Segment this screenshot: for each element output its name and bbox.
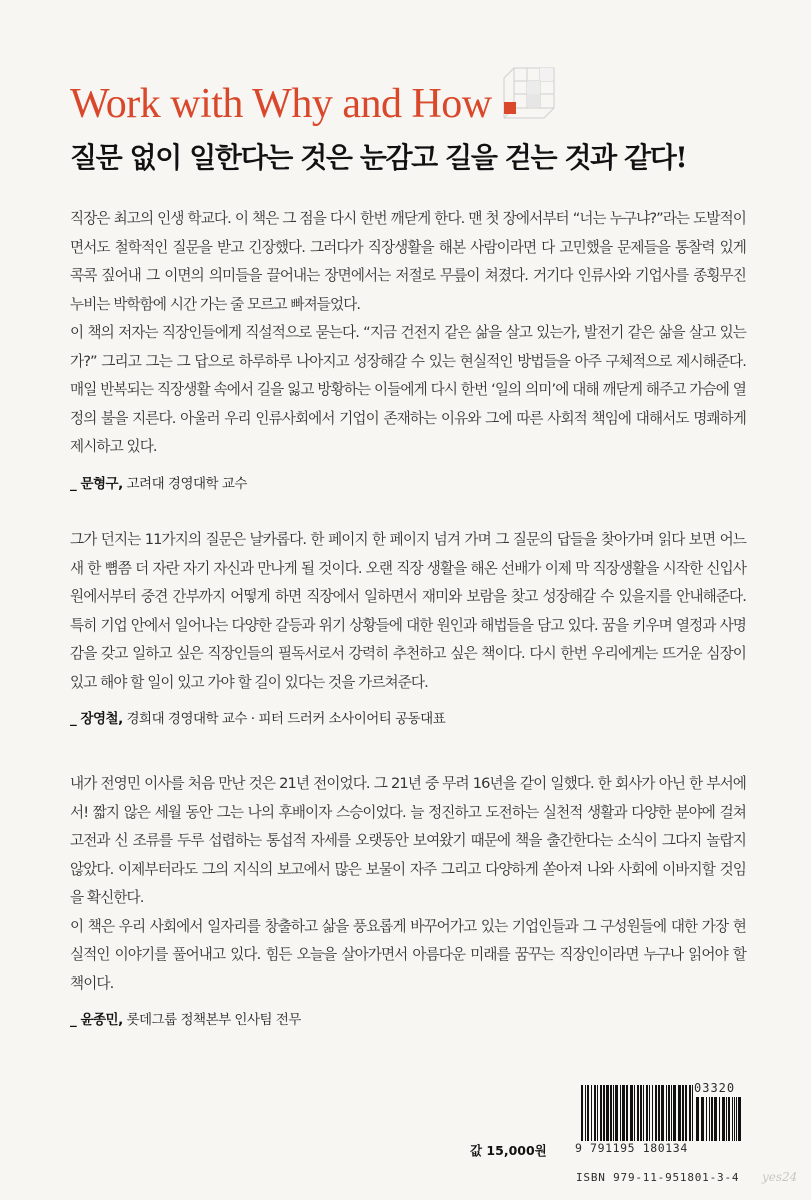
barcode-bar [606,1085,609,1141]
review-2-paragraph-1: 그가 던지는 11가지의 질문은 날카롭다. 한 페이지 한 페이지 넘겨 가며 그 질문의 답들을 찾아가며 읽다 보면 어느새 한 뼘쯤 더 자란 자기 자신과 만나게 될 것이다. 오랜 직장 생활을 해온 선배가 이제 막 직장생활을 시작한 신입사원에서부터 중견 간부까지 어떻게 하면 직장에서 일하면서 재미와 보람을 찾고 성장해갈 수 있을지를 안내해준다. 특히 기업 안에서 일어나는 다양한 갈등과 위기 상황들에 대한 원인과 해법들을 담고 있다. 꿈을 키우며 열정과 사명감을 갖고 일하고 싶은 직장인들의 필독서로서 강력히 추천하고 싶은 책이다. 다시 한번 우리에게는 뜨거운 심장이 있고 해야 할 일이 있고 가야 할 길이 있다는 것을 가르쳐준다. [70,531,746,691]
barcode-bar [626,1085,628,1141]
barcode-bar [603,1085,605,1141]
barcode-bar [622,1085,625,1141]
barcode-bar [678,1085,681,1141]
review-2-attribution [70,707,746,727]
barcode-bar [726,1097,727,1141]
reviewer-name: _ 장영철, [70,711,123,727]
reviewer-role: 고려대 경영대학 교수 [122,475,247,492]
barcode-bar [634,1085,635,1141]
barcode-bar [652,1085,653,1141]
barcode-bar [714,1097,717,1141]
barcode-bar [738,1097,741,1141]
english-title: Work with Why and How [70,81,492,127]
barcode-bar [719,1097,720,1141]
barcode-bar [728,1097,730,1141]
barcode-bar [701,1097,704,1141]
barcode-bar [581,1085,583,1141]
barcode-bar [646,1085,648,1141]
review-1-paragraph-1: 직장은 최고의 인생 학교다. 이 책은 그 점을 다시 한번 깨닫게 한다. 맨 첫 장에서부터 “너는 누구냐?”라는 도발적이면서도 철학적인 질문을 받고 긴장했다. 그러다가 직장생활을 해본 사람이라면 다 고민했을 문제들을 통찰력 있게 콕콕 짚어내 그 이면의 의미들을 끌어내는 장면에서는 저절로 무릎이 쳐졌다. 거기다 인류사와 기업사를 종횡무진 누비는 박학함에 시간 가는 줄 모르고 빠져들었다. [70,210,746,313]
barcode-bar [732,1097,733,1141]
barcode-bar [610,1085,612,1141]
barcode-bar [615,1085,618,1141]
barcode-bar [709,1097,710,1141]
barcode-bar [591,1085,592,1141]
barcode-bar [671,1085,672,1141]
barcode-bar [630,1085,633,1141]
barcode-bar [643,1085,644,1141]
barcode-bar [658,1085,660,1141]
barcode-bar [734,1097,735,1141]
barcode-bar [597,1085,598,1141]
barcode-bar [587,1085,589,1141]
barcode-bar [655,1085,657,1141]
barcode-bar [689,1085,691,1141]
review-1 [70,205,746,492]
barcode-bar [673,1085,676,1141]
headline: 질문 없이 일한다는 것은 눈감고 길을 걷는 것과 같다! [70,141,687,174]
cube-logo-icon [500,66,556,120]
barcode-bar [736,1097,737,1141]
review-3 [70,770,746,1028]
barcode-bar [585,1085,586,1141]
barcode-bar [722,1097,725,1141]
review-3-attribution [70,1008,746,1028]
reviewer-role: 롯데그룹 정책본부 인사팀 전무 [122,1012,301,1028]
barcode-bar [685,1085,687,1141]
barcode-bar [666,1085,667,1141]
addon-code: 03320 [694,1081,736,1095]
ean-barcode-icon [581,1085,693,1143]
barcode-bar [613,1085,614,1141]
barcode-bar [594,1085,596,1141]
isbn: ISBN 979-11-951801-3-4 [576,1171,740,1184]
review-1-attribution [70,472,746,492]
barcode-bar [692,1085,693,1141]
addon-barcode-icon [696,1097,746,1141]
review-2 [70,526,746,727]
ean-number: 9 791195 180134 [575,1141,688,1155]
barcode-bar [706,1097,707,1141]
reviewer-name: _ 윤종민, [70,1012,123,1028]
reviewer-role: 경희대 경영대학 교수 · 피터 드러커 소사이어티 공동대표 [122,711,446,727]
barcode-bar [637,1085,639,1141]
review-3-paragraph-2: 이 책은 우리 사회에서 일자리를 창출하고 삶을 풍요롭게 바꾸어가고 있는 기업인들과 그 구성원들에 대한 가장 현실적인 이야기를 풀어내고 있다. 힘든 오늘을 살아가면서 아름다운 미래를 꿈꾸는 직장인이라면 누구나 읽어야 할 책이다. [70,917,746,992]
reviewer-name: _ 문형구, [70,475,123,492]
review-3-paragraph-1: 내가 전영민 이사를 처음 만난 것은 21년 전이었다. 그 21년 중 무려 16년을 같이 일했다. 한 회사가 아닌 한 부서에서! 짧지 않은 세월 동안 그는 나의 후배이자 스승이었다. 늘 정진하고 도전하는 실천적 생활과 다양한 분야에 걸쳐 고전과 신 조류를 두루 섭렵하는 통섭적 자세를 오랫동안 보여왔기 때문에 책을 출간한다는 소식이 그다지 놀랍지 않았다. 이제부터라도 그의 지식의 보고에서 많은 보물이 자주 그리고 다양하게 쏟아져 나와 사회에 이바지할 것임을 확신한다. [70,775,746,906]
barcode-bar [661,1085,664,1141]
review-1-paragraph-2: 이 책의 저자는 직장인들에게 직설적으로 묻는다. “지금 건전지 같은 삶을 살고 있는가, 발전기 같은 삶을 살고 있는가?” 그리고 그는 그 답으로 하루하루 나아지고 성장해갈 수 있는 현실적인 방법들을 아주 구체적으로 제시해준다. 매일 반복되는 직장생활 속에서 길을 잃고 방황하는 이들에게 다시 한번 ‘일의 의미’에 대해 깨닫게 해주고 가슴에 열정의 불을 지른다. 아울러 우리 인류사회에서 기업이 존재하는 이유와 그에 따른 사회적 책임에 대해서도 명쾌하게 제시하고 있다. [70,324,746,455]
barcode-bar [640,1085,642,1141]
barcode-bar [682,1085,684,1141]
watermark: yes24 [762,1170,798,1184]
barcode-bar [600,1085,602,1141]
barcode-bar [711,1097,713,1141]
barcode [575,1081,750,1163]
barcode-bar [649,1085,650,1141]
price: 값 15,000원 [470,1143,547,1158]
barcode-bar [620,1085,621,1141]
barcode-bar [668,1085,670,1141]
barcode-bar [696,1097,699,1141]
